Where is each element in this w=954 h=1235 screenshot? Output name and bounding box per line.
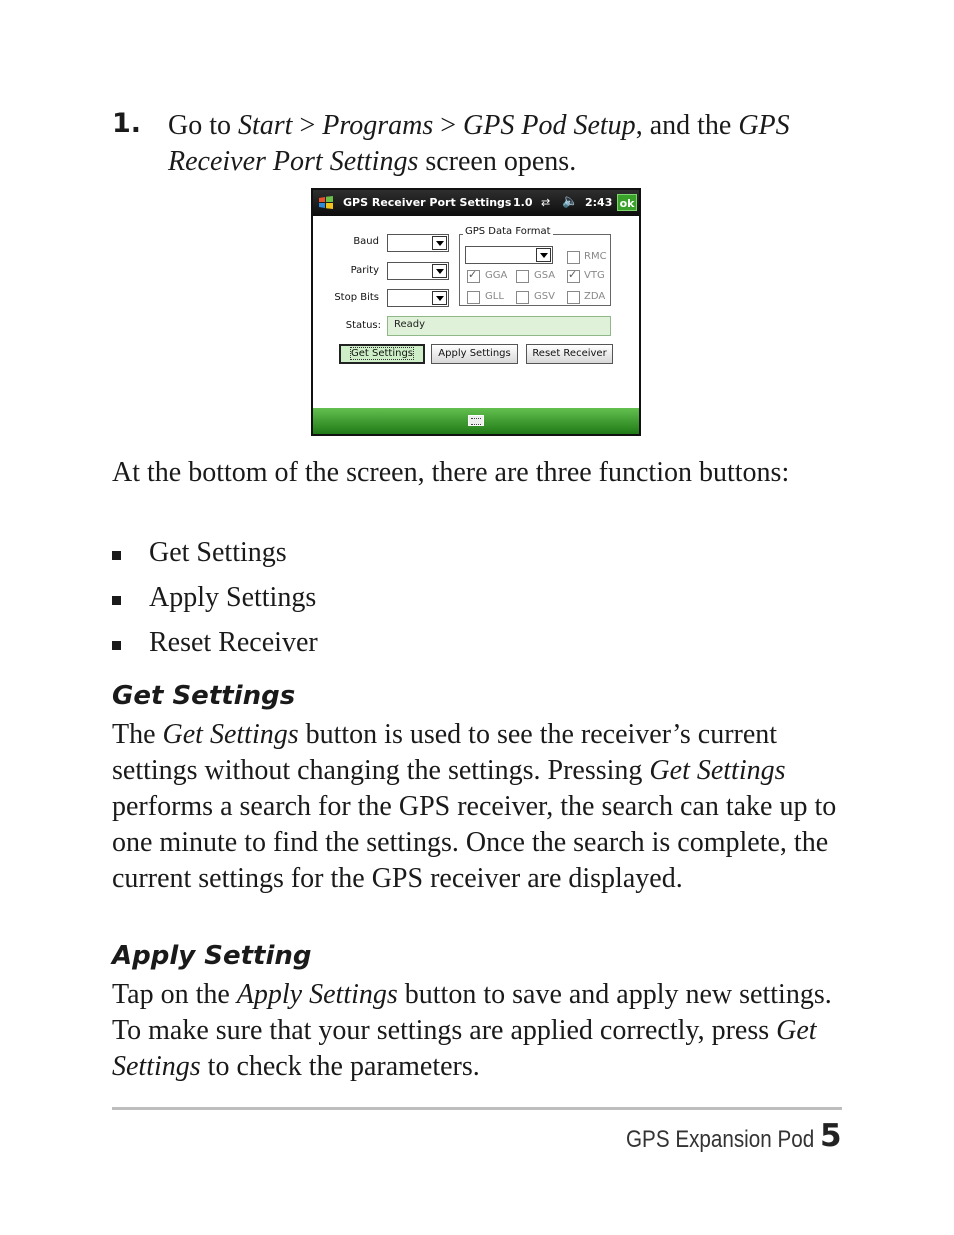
reset-receiver-button[interactable]: Reset Receiver xyxy=(526,344,613,364)
parity-label: Parity xyxy=(350,265,379,276)
keyboard-icon[interactable] xyxy=(468,415,484,426)
step-number: 1. xyxy=(112,108,142,139)
stop-bits-dropdown[interactable] xyxy=(387,289,449,307)
get-settings-button[interactable] xyxy=(339,344,425,364)
checkbox-label-rmc: RMC xyxy=(584,251,607,262)
device-title-bar xyxy=(313,190,639,216)
get-settings-paragraph: The Get Settings button is used to see the receiver’s current settings without changing the settings. Pressing Get Settings performs a search for the GPS receiver, the search can take up to one minute to find the settings. Once the search is complete, the current settings for the GPS receiver are displayed. xyxy=(112,719,837,894)
apply-setting-paragraph: Tap on the Apply Settings button to save and apply new settings. To make sure that your settings are applied correctly, press Get Settings to check the parameters. xyxy=(112,979,832,1082)
chevron-down-icon[interactable] xyxy=(432,236,447,250)
baud-dropdown[interactable] xyxy=(387,234,449,252)
status-label: Status: xyxy=(345,320,381,331)
checkbox-zda[interactable] xyxy=(567,291,580,304)
bullet-square-icon xyxy=(112,641,121,650)
section-heading-get-settings: Get Settings xyxy=(112,681,296,711)
checkbox-label-vtg: VTG xyxy=(584,270,605,281)
status-field: Ready xyxy=(387,316,611,336)
checkbox-gll[interactable] xyxy=(467,291,480,304)
checkbox-label-gsa: GSA xyxy=(534,270,556,281)
device-screenshot xyxy=(311,188,641,436)
sync-arrows-icon: ⇄ xyxy=(541,196,551,209)
chevron-down-icon[interactable] xyxy=(432,264,447,278)
gps-data-format-label: GPS Data Format xyxy=(465,226,551,237)
chevron-down-icon[interactable] xyxy=(432,291,447,305)
checkbox-gga[interactable] xyxy=(467,270,480,283)
checkbox-label-gsv: GSV xyxy=(534,291,555,302)
bullet-square-icon xyxy=(112,596,121,605)
footer-rule xyxy=(112,1107,842,1110)
checkbox-label-gll: GLL xyxy=(485,291,504,302)
intro-paragraph: At the bottom of the screen, there are three function buttons: xyxy=(112,457,790,488)
volume-icon[interactable]: 🔈 xyxy=(562,194,579,209)
soft-key-bar xyxy=(313,408,639,434)
stop-bits-label: Stop Bits xyxy=(334,292,379,303)
baud-label: Baud xyxy=(353,236,379,247)
footer-title: GPS Expansion Pod xyxy=(626,1126,815,1153)
chevron-down-icon[interactable] xyxy=(536,248,551,262)
parity-dropdown[interactable] xyxy=(387,262,449,280)
windows-start-icon[interactable] xyxy=(317,194,335,212)
section-heading-apply-setting: Apply Setting xyxy=(112,941,312,971)
device-window-title: GPS Receiver Port Settings xyxy=(343,196,512,209)
ok-button[interactable]: ok xyxy=(617,194,637,211)
apply-settings-button[interactable]: Apply Settings xyxy=(431,344,518,364)
checkbox-vtg[interactable] xyxy=(567,270,580,283)
step-instruction: Go to Start > Programs > GPS Pod Setup, and the GPS Receiver Port Settings screen opens. xyxy=(168,110,790,177)
device-clock: 2:43 xyxy=(585,196,613,209)
get-settings-button-label: Get Settings xyxy=(350,348,414,359)
checkbox-label-zda: ZDA xyxy=(584,291,606,302)
checkbox-label-gga: GGA xyxy=(485,270,508,281)
checkbox-gsa[interactable] xyxy=(516,270,529,283)
checkbox-gsv[interactable] xyxy=(516,291,529,304)
device-version: 1.0 xyxy=(513,196,533,209)
page-number: 5 xyxy=(820,1118,842,1154)
bullet-square-icon xyxy=(112,551,121,560)
gps-format-dropdown[interactable] xyxy=(465,246,553,264)
checkbox-rmc[interactable] xyxy=(567,251,580,264)
